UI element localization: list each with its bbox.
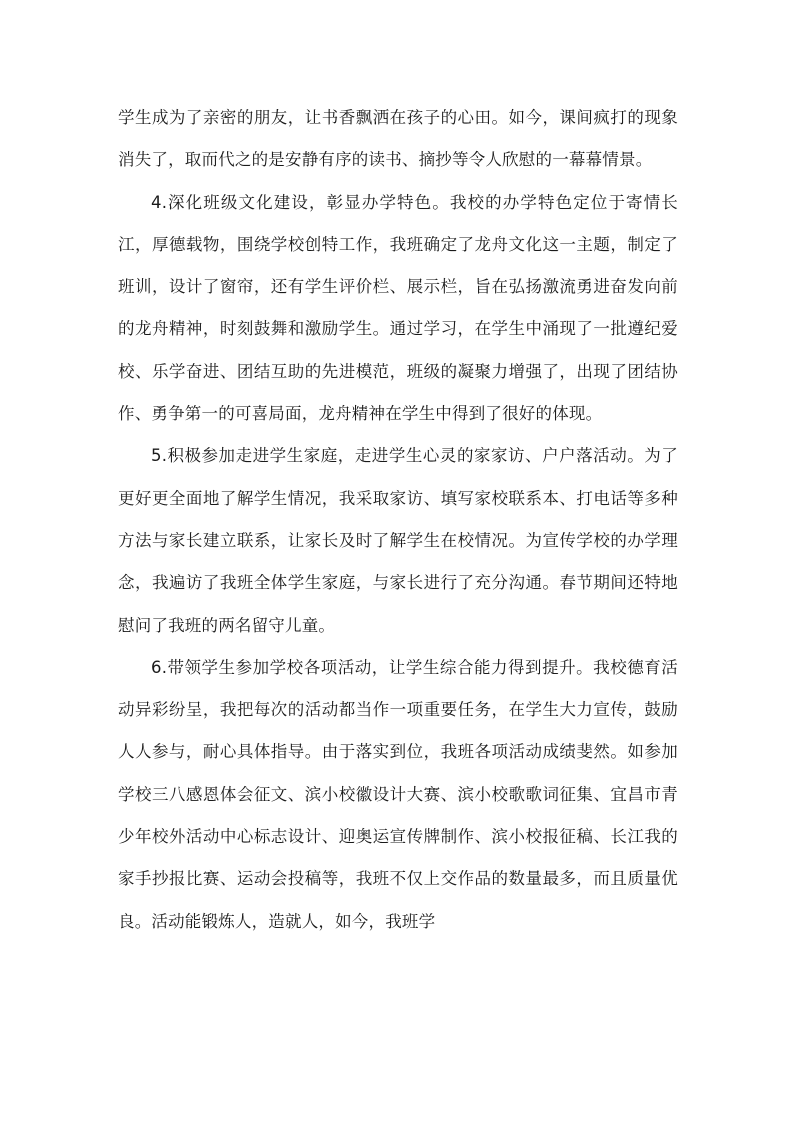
paragraph-school-activities: 6.带领学生参加学校各项活动，让学生综合能力得到提升。我校德育活动异彩纷呈，我把每次的活动都当作一项重要任务，在学生大力宣传，鼓励人人参与，耐心具体指导。由于落实到位，我班各项活动成绩斐然。如参加学校三八感恩体会征文、滨小校徽设计大赛、滨小校歌歌词征集、宜昌市青少年校外活动中心标志设计、迎奥运宣传牌制作、滨小校报征稿、长江我的家手抄报比赛、运动会投稿等，我班不仅上交作品的数量最多，而且质量优良。活动能锻炼人，造就人，如今，我班学 <box>118 657 678 931</box>
paragraph-continuation: 学生成为了亲密的朋友，让书香飘洒在孩子的心田。如今，课间疯打的现象消失了，取而代之的是安静有序的读书、摘抄等令人欣慰的一幕幕情景。 <box>118 108 678 170</box>
paragraph-class-culture: 4.深化班级文化建设，彰显办学特色。我校的办学特色定位于寄情长江，厚德载物，围绕学校创特工作，我班确定了龙舟文化这一主题，制定了班训，设计了窗帘，还有学生评价栏、展示栏，旨在弘扬激流勇进奋发向前的龙舟精神，时刻鼓舞和激励学生。通过学习，在学生中涌现了一批遵纪爱校、乐学奋进、团结互助的先进模范，班级的凝聚力增强了，出现了团结协作、勇争第一的可喜局面，龙舟精神在学生中得到了很好的体现。 <box>118 192 678 424</box>
document-body <box>118 97 678 943</box>
paragraph-home-visits: 5.积极参加走进学生家庭，走进学生心灵的家家访、户户落活动。为了更好更全面地了解学生情况，我采取家访、填写家校联系本、打电话等多种方法与家长建立联系，让家长及时了解学生在校情况。为宣传学校的办学理念，我遍访了我班全体学生家庭，与家长进行了充分沟通。春节期间还特地慰问了我班的两名留守儿童。 <box>118 446 678 635</box>
